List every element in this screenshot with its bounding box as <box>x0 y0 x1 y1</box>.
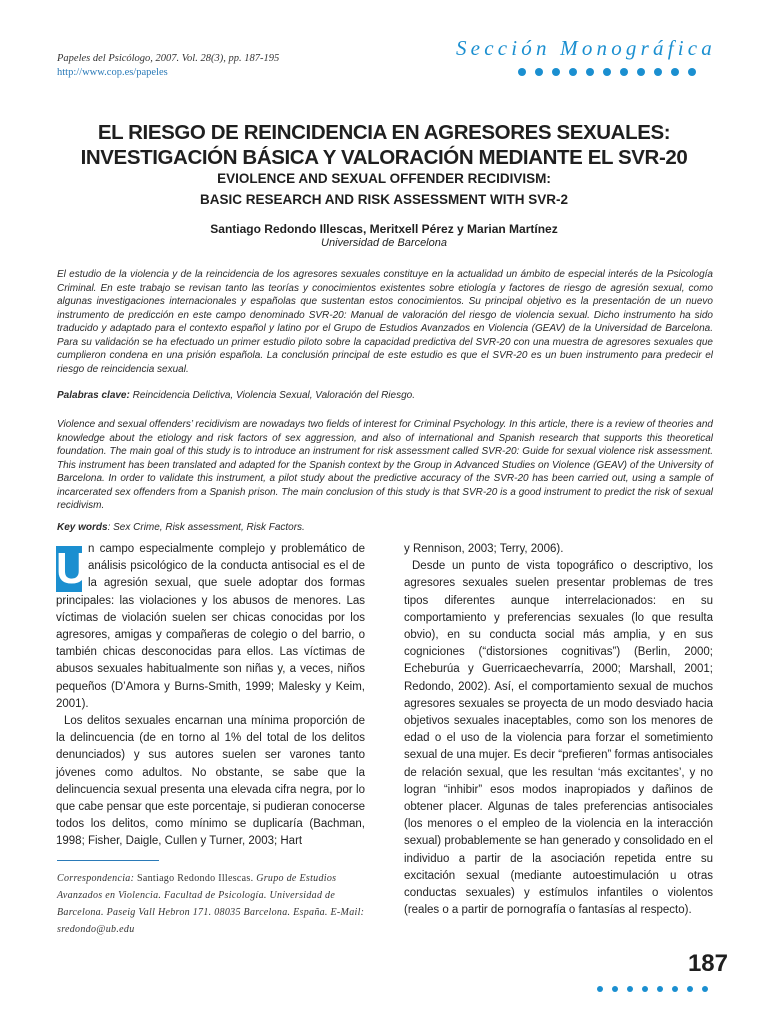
keywords-text: : Sex Crime, Risk assessment, Risk Factors. <box>107 522 305 533</box>
decorative-dot <box>518 68 526 76</box>
keywords-spanish <box>57 389 713 403</box>
decorative-dot <box>642 986 648 992</box>
subtitle-line-1: EVIOLENCE AND SEXUAL OFFENDER RECIDIVISM: <box>217 171 551 186</box>
title-line-1: EL RIESGO DE REINCIDENCIA EN AGRESORES SEXUALES: <box>97 121 671 144</box>
keywords-label: Key words <box>57 522 108 533</box>
decorative-dot <box>702 986 708 992</box>
decorative-dot <box>603 68 611 76</box>
section-title: Sección Monográfica <box>455 36 716 60</box>
journal-header <box>57 52 279 80</box>
abstract-english: Violence and sexual offenders’ recidivism are nowadays two fields of interest for Criminal Psychology. In this article, there is a review of theories and knowledge about the etiology and risk factors of sex aggression, and also of international and Spanish research that supports this theoretical foundation. The main goal of this study is to introduce an instrument for risk assessment called SVR-20: Guide for sexual violence risk assessment. This instrument has been translated and adapted for the Spanish context by the Group in Advanced Studies on Violence (GEAV) of the University of Barcelona. In order to validate this instrument, a pilot study about the predictive accuracy of the SVR-20 has been carried out, using a sample of incarcerated sex offenders from a Spanish prison. The main conclusion of this study is that SVR-20 is a good instrument to predict the risk of sexual recidivism. <box>57 419 713 512</box>
decorative-dot <box>627 986 633 992</box>
footnote-author: Santiago Redondo Illescas. <box>137 873 254 884</box>
footnote-text: Grupo de Estudios Avanzados en Violencia. Facultad de Psicología. Universidad de Barcelona. Paseig Vall Hebron 171. 08035 Barcelona. España. E-Mail: sredondo@ub.edu <box>57 873 365 935</box>
decorative-dot <box>535 68 543 76</box>
body-paragraph-text: n campo especialmente complejo y problemático de análisis psicológico de la conducta antisocial es el de la agresión sexual, que suele adoptar dos formas principales: las violaciones y los abusos de menores. Las víctimas de violación suelen ser chicas conocidas por los agresores, amigas y compañeras de colegio o del barrio, o también chicas desconocidas para ellos. Las víctimas de abusos sexuales habitualmente son niñas y, a veces, niños pequeños (D’Amora y Burns-Smith, 1999; Malesky y Keim, 2001). <box>56 543 365 710</box>
decorative-dot <box>637 68 645 76</box>
body-paragraph: y Rennison, 2003; Terry, 2006). <box>404 543 564 555</box>
journal-citation: Papeles del Psicólogo, 2007. Vol. 28(3), pp. 187-195 <box>57 53 280 64</box>
keywords-text: Reincidencia Delictiva, Violencia Sexual, Valoración del Riesgo. <box>132 390 415 401</box>
keywords-label: Palabras clave: <box>57 390 130 401</box>
article-subtitle <box>40 168 728 210</box>
correspondence-footnote <box>57 870 366 938</box>
footer-dots <box>597 986 708 992</box>
subtitle-line-2: BASIC RESEARCH AND RISK ASSESSMENT WITH SVR-2 <box>199 192 569 207</box>
abstract-spanish: El estudio de la violencia y de la reincidencia de los agresores sexuales constituye en la actualidad un ámbito de especial interés de la Psicología Criminal. En este trabajo se revisan tanto las teorías y conocimientos existentes sobre etiología y factores de riesgo de agresión sexual, como algunas investigaciones internacionales y españolas que sustentan estos conocimientos. Su principal objetivo es la presentación de un nuevo instrumento de predicción en este campo denominado SVR-20: Manual de valoración del riesgo de violencia sexual. Dicho instrumento ha sido traducido y adaptado para el contexto español y latino por el Grupo de Estudios Avanzados en Violencia (GEAV) de la Universidad de Barcelona. Para su validación se ha efectuado un primer estudio piloto sobre la capacidad predictiva del SVR-20 con una muestra de agresores sexuales que cumplieron condena en una prisión española. La conclusión principal de este estudio es que el SVR-20 es un buen instrumento para predecir el riesgo de reincidencia sexual. <box>57 269 713 375</box>
decorative-dot <box>612 986 618 992</box>
body-paragraph: Desde un punto de vista topográfico o descriptivo, los agresores sexuales suelen presentar problemas de tres tipos diferentes aunque interrelacionados: en su comportamiento y preferencias sexuales (lo que resulta obvio), en su conducta social más amplia, y en sus cogniciones (“distorsiones cognitivas”) (Berlin, 2000; Echeburúa y Guerricaechevarría, 2000; Marshall, 2001; Redondo, 2002). Así, el comportamiento sexual de muchos agresores sexuales se proyecta de un modo desviado hacia objetivos sexuales inaceptables, como son los menores de edad o el uso de la violencia para forzar el sometimiento sexual de una mujer. Es decir “prefieren” formas antisociales de relación sexual, que les resultan ‘más excitantes’, y no logran “inhibir” esos modos inapropiados y dañinos de obtener placer. Algunas de tales preferencias antisociales (los menores o el empleo de la violencia en la interacción sexual) probablemente se han generado y consolidado en el individuo a partir de la asociación repetida entre su excitación sexual (mediante autoestimulación u otras conductas sexuales) y estímulos infantiles o violentos (reales o a partir de pornografía o fantasías al respecto). <box>404 560 713 917</box>
authors: Santiago Redondo Illescas, Meritxell Pérez y Marian Martínez <box>210 222 558 236</box>
body-paragraph <box>56 541 365 713</box>
article-title <box>40 120 728 170</box>
affiliation: Universidad de Barcelona <box>321 237 447 249</box>
title-line-2: INVESTIGACIÓN BÁSICA Y VALORACIÓN MEDIANTE EL SVR-20 <box>80 146 688 169</box>
decorative-dot <box>654 68 662 76</box>
footnote-label: Correspondencia: <box>57 873 135 884</box>
keywords-english <box>57 521 713 535</box>
decorative-dot <box>569 68 577 76</box>
section-dots <box>518 68 696 76</box>
body-column-right <box>404 541 713 919</box>
decorative-dot <box>672 986 678 992</box>
decorative-dot <box>620 68 628 76</box>
footnote-divider <box>57 860 159 861</box>
journal-url[interactable]: http://www.cop.es/papeles <box>57 67 168 78</box>
drop-cap: U <box>56 544 88 593</box>
body-paragraph: Los delitos sexuales encarnan una mínima proporción de la delincuencia (de en torno al 1% del total de los delitos denunciados) y sus autores suelen ser varones tanto jóvenes como adultos. No obstante, se sabe que la delincuencia sexual presenta una elevada cifra negra, por lo que cabe pensar que este porcentaje, si pudieran conocerse todos los delitos, como mínimo se duplicaría (Bachman, 1998; Fisher, Daigle, Cullen y Turner, 2003; Hart <box>56 715 365 848</box>
body-column-left <box>56 541 365 851</box>
decorative-dot <box>687 986 693 992</box>
decorative-dot <box>657 986 663 992</box>
decorative-dot <box>586 68 594 76</box>
decorative-dot <box>597 986 603 992</box>
decorative-dot <box>688 68 696 76</box>
decorative-dot <box>552 68 560 76</box>
page-number: 187 <box>687 950 728 977</box>
decorative-dot <box>671 68 679 76</box>
